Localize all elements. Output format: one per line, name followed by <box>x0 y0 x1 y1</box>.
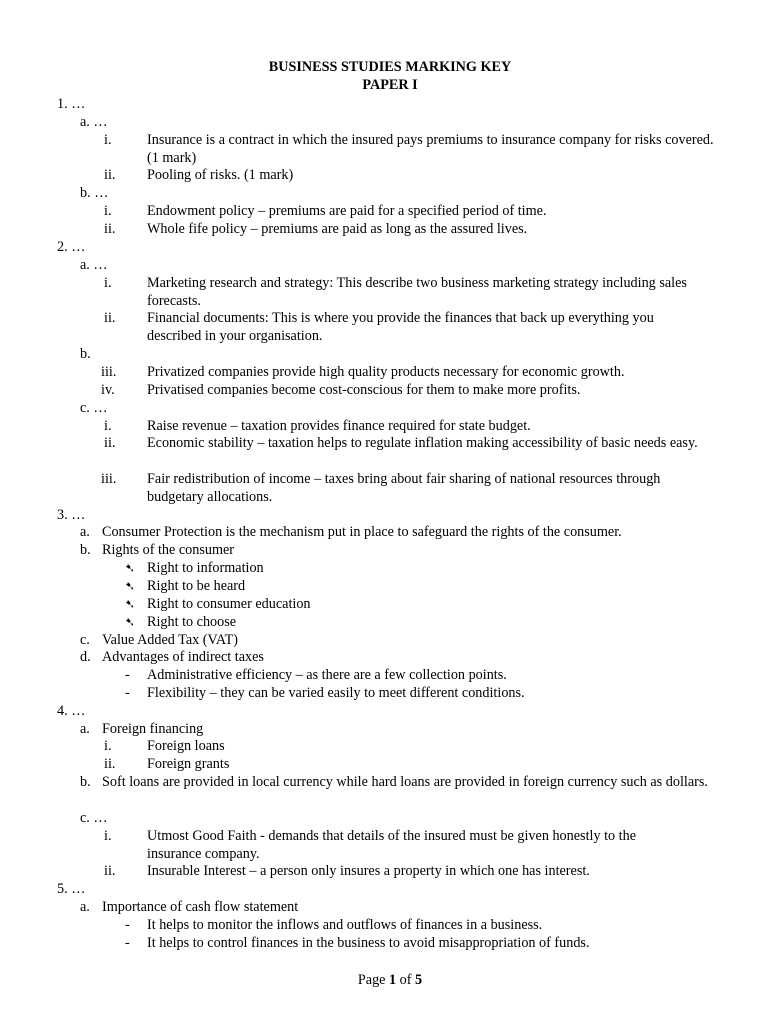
item-letter: b. <box>80 774 91 790</box>
item-number: i. <box>104 132 112 148</box>
answer-text: Right to choose <box>147 614 237 630</box>
dash-bullet: - <box>125 935 130 951</box>
answer-text: Importance of cash flow statement <box>102 899 299 915</box>
item-number: ii. <box>104 167 116 183</box>
answer-text: Soft loans are provided in local currency while hard loans are provided in foreign currency such as dollars. <box>102 774 708 790</box>
answer-text: Rights of the consumer <box>102 542 235 558</box>
page-footer <box>0 972 768 989</box>
item-number: ii. <box>104 863 116 879</box>
item-number: ii. <box>104 221 116 237</box>
answer-text: Insurable Interest – a person only insures a property in which one has interest. <box>147 863 590 879</box>
question-1b: b. … <box>80 185 109 201</box>
answer-text: Whole fife policy – premiums are paid as long as the assured lives. <box>147 221 528 237</box>
arrow-bullet-icon: ➷ <box>125 615 136 629</box>
answer-text: Pooling of risks. (1 mark) <box>147 167 294 183</box>
answer-text: Utmost Good Faith - demands that details of the insured must be given honestly to the insurance company. <box>147 828 637 862</box>
item-number: iii. <box>101 364 117 380</box>
item-letter: b. <box>80 542 91 558</box>
question-5: 5. … <box>57 881 86 897</box>
page-word: Page <box>357 972 390 988</box>
answer-text: Privatized companies provide high quality products necessary for economic growth. <box>147 364 625 380</box>
answer-text: Right to be heard <box>147 578 246 594</box>
answer-text: Financial documents: This is where you provide the finances that back up everything you described in your organisation. <box>147 310 654 344</box>
item-number: ii. <box>104 435 116 451</box>
arrow-bullet-icon: ➷ <box>125 561 136 575</box>
item-number: iv. <box>101 382 115 398</box>
item-number: ii. <box>104 310 116 326</box>
answer-text: Flexibility – they can be varied easily to meet different conditions. <box>147 685 525 701</box>
question-4: 4. … <box>57 703 86 719</box>
page-number: 1 <box>389 972 397 988</box>
item-letter: c. <box>80 632 90 648</box>
answer-text: Advantages of indirect taxes <box>102 649 264 665</box>
answer-text: Value Added Tax (VAT) <box>102 632 238 648</box>
item-letter: d. <box>80 649 91 665</box>
item-letter: a. <box>80 524 90 540</box>
of-word: of <box>396 972 416 988</box>
question-2a: a. … <box>80 257 108 273</box>
question-2c: c. … <box>80 400 108 416</box>
item-number: ii. <box>104 756 116 772</box>
answer-text: Privatised companies become cost-conscious for them to make more profits. <box>147 382 581 398</box>
question-3: 3. … <box>57 507 86 523</box>
answer-text: Insurance is a contract in which the insured pays premiums to insurance company for risks covered. (1 mark) <box>147 132 714 166</box>
answer-text: Right to consumer education <box>147 596 311 612</box>
answer-text: It helps to control finances in the business to avoid misappropriation of funds. <box>147 935 590 951</box>
answer-text: Foreign loans <box>147 738 225 754</box>
item-number: i. <box>104 418 112 434</box>
item-letter: a. <box>80 721 90 737</box>
arrow-bullet-icon: ➷ <box>125 579 136 593</box>
item-number: i. <box>104 203 112 219</box>
item-number: i. <box>104 828 112 844</box>
dash-bullet: - <box>125 685 130 701</box>
answer-text: Consumer Protection is the mechanism put in place to safeguard the rights of the consumer. <box>102 524 622 540</box>
answer-text: It helps to monitor the inflows and outflows of finances in a business. <box>147 917 543 933</box>
item-number: iii. <box>101 471 117 487</box>
question-2b: b. <box>80 346 91 362</box>
answer-text: Raise revenue – taxation provides finance required for state budget. <box>147 418 531 434</box>
answer-text: Right to information <box>147 560 264 576</box>
arrow-bullet-icon: ➷ <box>125 597 136 611</box>
answer-text: Foreign financing <box>102 721 204 737</box>
dash-bullet: - <box>125 667 130 683</box>
question-1: 1. … <box>57 96 86 112</box>
item-number: i. <box>104 275 112 291</box>
question-2: 2. … <box>57 239 86 255</box>
page-subtitle: PAPER I <box>362 77 418 93</box>
question-4c: c. … <box>80 810 108 826</box>
answer-text: Economic stability – taxation helps to regulate inflation making accessibility of basic needs easy. <box>147 435 698 451</box>
dash-bullet: - <box>125 917 130 933</box>
answer-text: Foreign grants <box>147 756 230 772</box>
answer-text: Marketing research and strategy: This describe two business marketing strategy including sales forecasts. <box>147 275 687 309</box>
answer-text: Fair redistribution of income – taxes bring about fair sharing of national resources through budgetary allocations. <box>147 471 661 505</box>
item-letter: a. <box>80 899 90 915</box>
question-1a: a. … <box>80 114 108 130</box>
item-number: i. <box>104 738 112 754</box>
page-total: 5 <box>415 972 423 988</box>
answer-text: Endowment policy – premiums are paid for a specified period of time. <box>147 203 547 219</box>
page-title: BUSINESS STUDIES MARKING KEY <box>268 59 512 75</box>
answer-text: Administrative efficiency – as there are a few collection points. <box>147 667 507 683</box>
